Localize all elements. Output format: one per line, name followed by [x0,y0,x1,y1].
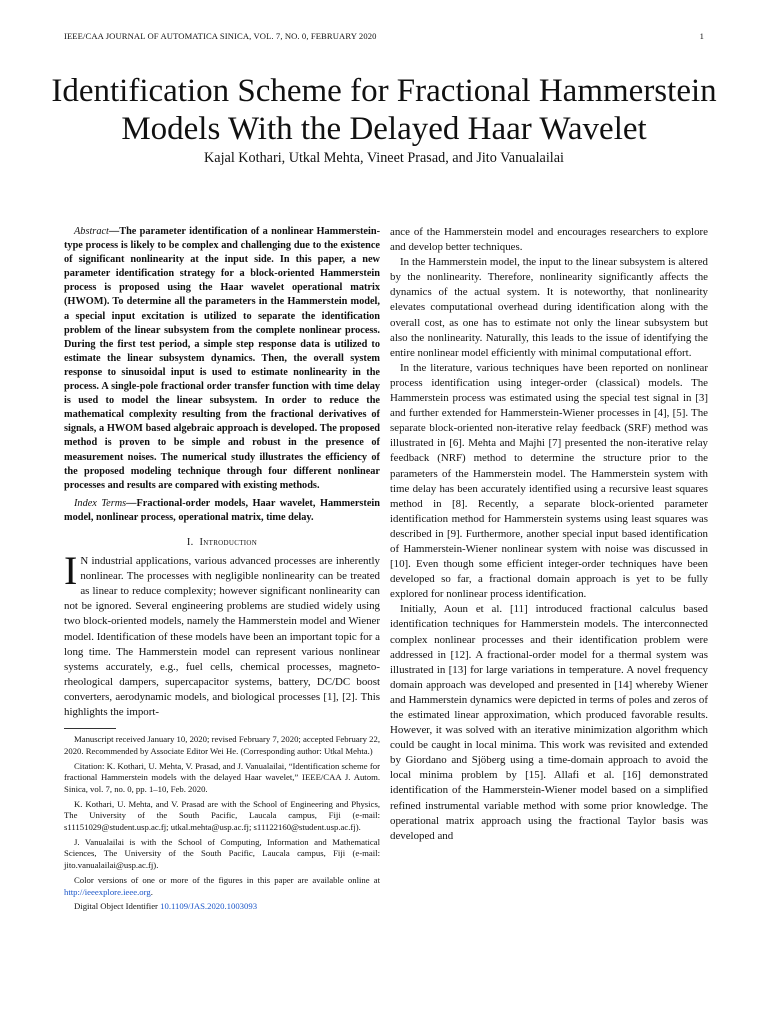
title-line-2: Models With the Delayed Haar Wavelet [121,111,647,147]
paragraph-fractional: Initially, Aoun et al. [11] introduced fractional calculus based identification techniques for Hammerstein models. The interconnected complex nonlinear processes and their identification problem were addressed in [12]. A fractional-order model for a thermal system was illustrated in [13] for large variations in temperature. A novel frequency domain approach was developed and presented in [14] whereby Wiener and Hammerstein dynamics were depicted in terms of poles and zeros of the estimated linear approximation, which produced favorable results. However, it was solved with an iterative minimization algorithm which could be caught in local minima. This work was revisited and extended by Giordano and Sjöberg using a time-domain approach to avoid the local minima problem by [15]. Allafi et al. [16] demonstrated identification of the Hammerstein-Wiener model based on a simplified refined instrumental variable method with some prior knowledge. The operational matrix approach using the fractional Taylor basis was developed and [390,603,708,842]
footnote-citation: Citation: K. Kothari, U. Mehta, V. Prasad, and J. Vanualailai, “Identification scheme for fractional Hammerstein models with the delayed Haar wavelet,” IEEE/CAA J. Autom. Sinica, vol. 7, no. 0, pp. 1–10, Feb. 2020. [64,760,380,794]
footnote-color-versions [64,875,380,898]
doi-label: Digital Object Identifier [74,901,161,912]
right-column [390,225,708,844]
doi-link[interactable]: 10.1109/JAS.2020.1003093 [160,901,258,912]
paragraph-hammerstein-model: In the Hammerstein model, the input to the linear subsystem is altered by the nonlinearity. Therefore, nonlinearity significantly affects the dynamics of the actual system. It is noteworthy, that nonlinearity elevates computational overhead during identification along with the overall cost, as one has to estimate not only the linear subsystem but also the nonlinearity. Naturally, this leads to the issue of identifying the entire nonlinear model efficiently with minimal computational effort. [390,256,708,359]
paper-title [40,72,728,148]
index-terms-text: —Fractional-order models, Haar wavelet, Hammerstein model, nonlinear process, operational matrix, time delay. [64,497,380,523]
footnote-rule [64,728,116,729]
footnote-doi [64,901,380,913]
intro-paragraph [64,548,380,720]
intro-text: N industrial applications, various advanced processes are inherently nonlinear. The processes with negligible nonlinearity can be treated as linear to reduce complexity; however significant nonlinearity can not be ignored. Several engineering problems are studied widely using two block-oriented models, namely the Hammerstein model and Wiener model. Identification of these models have been an important topic for a long time. The Hammerstein model can represent various nonlinear systems accurately, e.g., fuel cells, chemical processes, magneto-rheological dampers, supercapacitor systems, battery, DC/DC boost converters, aerodynamic models, and biological processes [1], [2]. This highlights the import- [64,555,380,718]
paragraph-continuation: ance of the Hammerstein model and encourages researchers to explore and develop better techniques. [390,226,708,254]
section-heading [64,535,380,550]
drop-cap: I [64,548,78,594]
color-versions-text: Color versions of one or more of the figures in this paper are available online at [74,874,380,885]
running-header [64,31,704,41]
author-list: Kajal Kothari, Utkal Mehta, Vineet Prasad, and Jito Vanualailai [204,150,564,166]
footnote-affiliation-2: J. Vanualailai is with the School of Computing, Information and Mathematical Sciences, The University of the South Pacific, Laucala campus, Fiji (e-mail: jito.vanualailai@usp.ac.fj). [64,836,380,871]
abstract-text: —The parameter identification of a nonlinear Hammerstein-type process is likely to be complex and challenging due to the existence of significant nonlinearity at the input side. In this paper, a new parameter identification strategy for a block-oriented Hammerstein process is proposed using the Haar wavelet operational matrix (HWOM). To determine all the parameters in the Hammerstein model, a special input excitation is utilized to separate the identification problem of the linear subsystem from the complete nonlinear process. During the first test period, a simple step response data is utilized to estimate the linear subsystem dynamics. Then, the overall system response to sinusoidal input is used to estimate nonlinearity in the process. A single-pole fractional order transfer function with time delay is used to model the linear subsystem. In order to reduce the mathematical complexity resulting from the fractional derivatives of signals, a HWOM based algebraic approach is developed. The proposed method is proven to be simple and robust in the presence of measurement noises. The numerical study illustrates the efficiency of the proposed modeling technique through four different nonlinear processes and results are compared with existing methods. [64,226,380,491]
footnote-affiliation-1: K. Kothari, U. Mehta, and V. Prasad are with the School of Engineering and Physics, The University of the South Pacific, Laucala campus, Fiji (e-mail: s11151029@student.usp.ac.fj; utkal.mehta@usp.ac.fj; s11122160@student.usp.ac.fj). [64,798,380,833]
footnote-received: Manuscript received January 10, 2020; revised February 7, 2020; accepted February 22, 2020. Recommended by Associate Editor Wei He. (Corresponding author: Utkal Mehta.) [64,734,380,756]
color-versions-suffix: . [150,886,153,897]
index-terms-label: Index Terms [74,497,127,509]
section-number: I. [186,536,194,548]
left-column [64,225,380,916]
section-title: Introduction [199,536,258,548]
page-number: 1 [699,31,704,41]
ieeexplore-link[interactable]: http://ieeexplore.ieee.org [64,886,151,897]
abstract-label: Abstract [74,226,109,237]
index-terms [64,497,380,525]
paragraph-literature: In the literature, various techniques have been reported on nonlinear process identification using integer-order (classical) models. The Hammerstein process was estimated using the special test signal in [3] and further extended for Hammerstein-Wiener processes in [4], [5]. The separate block-oriented non-iterative relay feedback (SRF) method was illustrated in [6]. Mehta and Majhi [7] presented the non-iterative relay feedback (NRF) method to determine the structure prior to the parameters of the Hammerstein model. The Hammerstein system with time delay has been accurately identified using a recursive least squares method in [8]. Recently, a separate block-oriented parameter identification method for Hammerstein systems using least squares was described in [9]. Furthermore, another special input based identification of Hammerstein-Wiener nonlinear system with noise was discussed in [10]. Even though some efficient integer-order techniques have been developed so far, a fractional domain approach is yet to be fully explored for nonlinear process identification. [390,361,708,601]
title-line-1: Identification Scheme for Fractional Hammerstein [51,73,717,109]
journal-header: IEEE/CAA JOURNAL OF AUTOMATICA SINICA, VOL. 7, NO. 0, FEBRUARY 2020 [64,31,377,41]
abstract [64,225,380,493]
